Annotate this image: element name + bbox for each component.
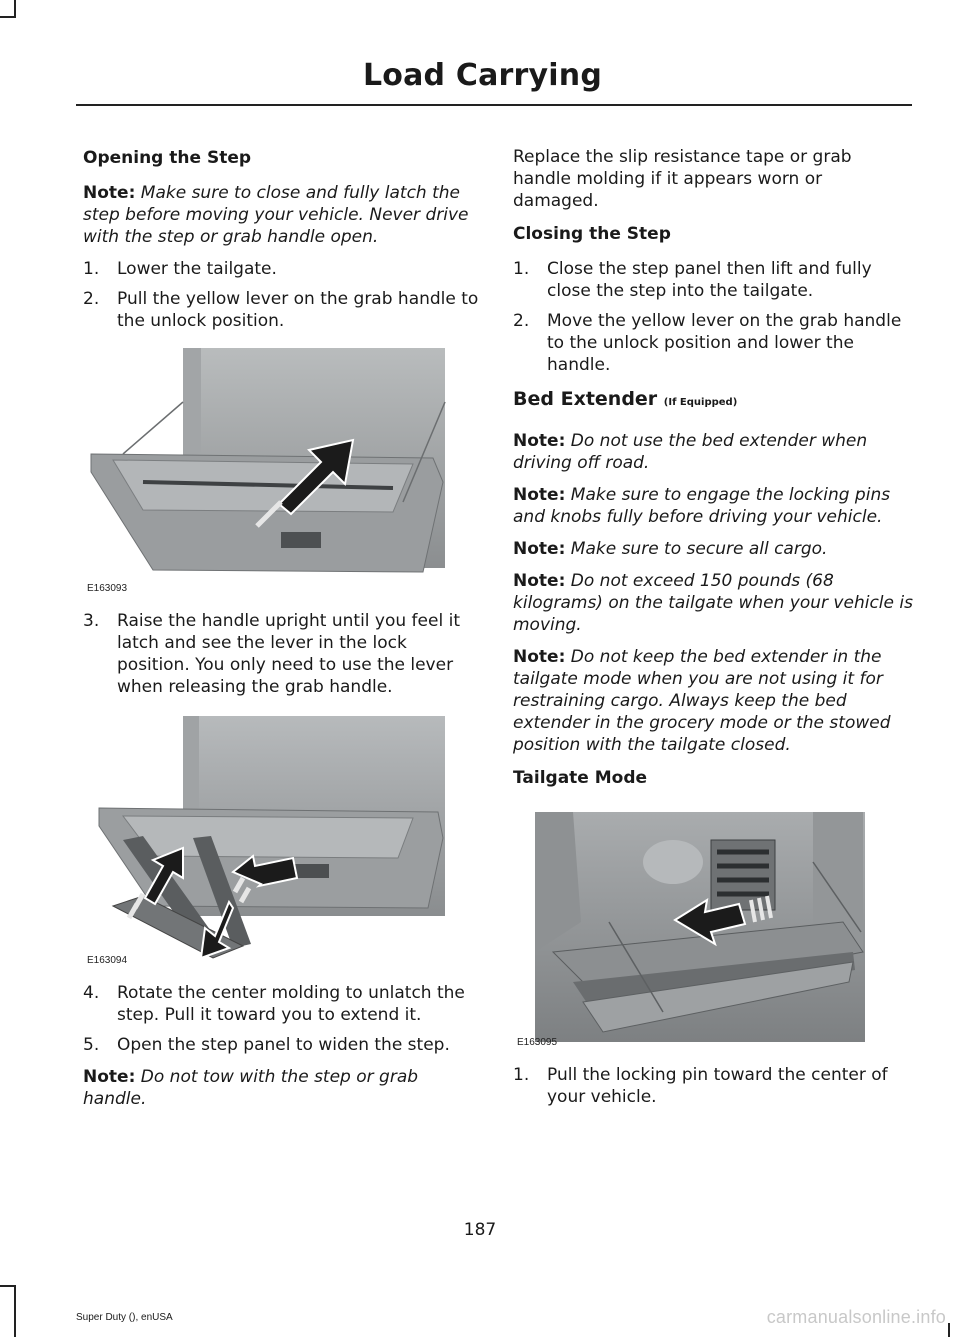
note-item: Note: Do not use the bed extender when driving off road. <box>513 431 868 473</box>
list-item: 5. Open the step panel to widen the step. <box>83 1035 450 1055</box>
opening-steps-list-c <box>83 982 483 1056</box>
crop-mark-bottom-right <box>948 1323 960 1337</box>
page-number: 187 <box>463 1220 497 1240</box>
tailgate-lever-illustration <box>83 342 483 596</box>
replace-tape-paragraph: Replace the slip resistance tape or grab handle molding if it appears worn or damaged. <box>513 147 852 211</box>
page-title: Load Carrying <box>362 58 602 93</box>
note-do-not-tow: Note: Do not tow with the step or grab handle. <box>83 1067 419 1109</box>
crop-mark-top-left <box>0 0 16 18</box>
bed-extender-heading: Bed Extender (If Equipped) <box>513 388 738 410</box>
closing-step-heading: Closing the Step <box>513 224 671 244</box>
list-item: 2. Pull the yellow lever on the grab handle to the unlock position. <box>83 289 479 331</box>
opening-step-heading: Opening the Step <box>83 148 252 168</box>
figure-e163094 <box>83 708 483 968</box>
list-item: 4. Rotate the center molding to unlatch the step. Pull it toward you to extend it. <box>83 983 465 1025</box>
note-item: Note: Make sure to secure all cargo. <box>513 539 828 559</box>
note-item: Note: Do not keep the bed extender in the tailgate mode when you are not using it for restraining cargo. Always keep the bed extender in the grocery mode or the stowed position with the tailgate closed. <box>513 647 891 755</box>
right-column <box>513 146 913 1118</box>
tailgate-mode-heading: Tailgate Mode <box>513 768 648 788</box>
if-equipped-label: (If Equipped) <box>663 397 738 408</box>
step-unlatch-illustration <box>83 708 483 968</box>
figure-code: E163094 <box>87 955 128 966</box>
tailgate-mode-steps <box>513 1064 913 1108</box>
note-close-step: Note: Make sure to close and fully latch the step before moving your vehicle. Never drive with the step or grab handle open. <box>83 183 469 247</box>
opening-steps-list-a <box>83 258 483 332</box>
document-info: Super Duty (), enUSA <box>76 1312 173 1323</box>
figure-code: E163095 <box>517 1037 558 1048</box>
closing-steps-list <box>513 258 913 376</box>
list-item: 1. Lower the tailgate. <box>83 259 277 279</box>
list-item: 1. Close the step panel then lift and fully close the step into the tailgate. <box>513 259 872 301</box>
list-item: 2. Move the yellow lever on the grab handle to the unlock position and lower the handle. <box>513 311 902 375</box>
note-item: Note: Make sure to engage the locking pins and knobs fully before driving your vehicle. <box>513 485 891 527</box>
opening-steps-list-b <box>83 610 483 698</box>
figure-code: E163093 <box>87 583 128 594</box>
list-item: 1. Pull the locking pin toward the center of your vehicle. <box>513 1065 888 1107</box>
note-item: Note: Do not exceed 150 pounds (68 kilograms) on the tailgate when your vehicle is moving. <box>513 571 913 635</box>
bed-extender-illustration <box>513 802 913 1050</box>
header-rule <box>76 104 912 106</box>
crop-mark-bottom-left <box>0 1285 16 1337</box>
figure-e163095 <box>513 802 913 1050</box>
watermark[interactable]: carmanualsonline.info <box>766 1307 946 1327</box>
left-column <box>83 146 483 1120</box>
figure-e163093 <box>83 342 483 596</box>
list-item: 3. Raise the handle upright until you feel it latch and see the lever in the lock position. You only need to use the lever when releasing the grab handle. <box>83 611 460 697</box>
